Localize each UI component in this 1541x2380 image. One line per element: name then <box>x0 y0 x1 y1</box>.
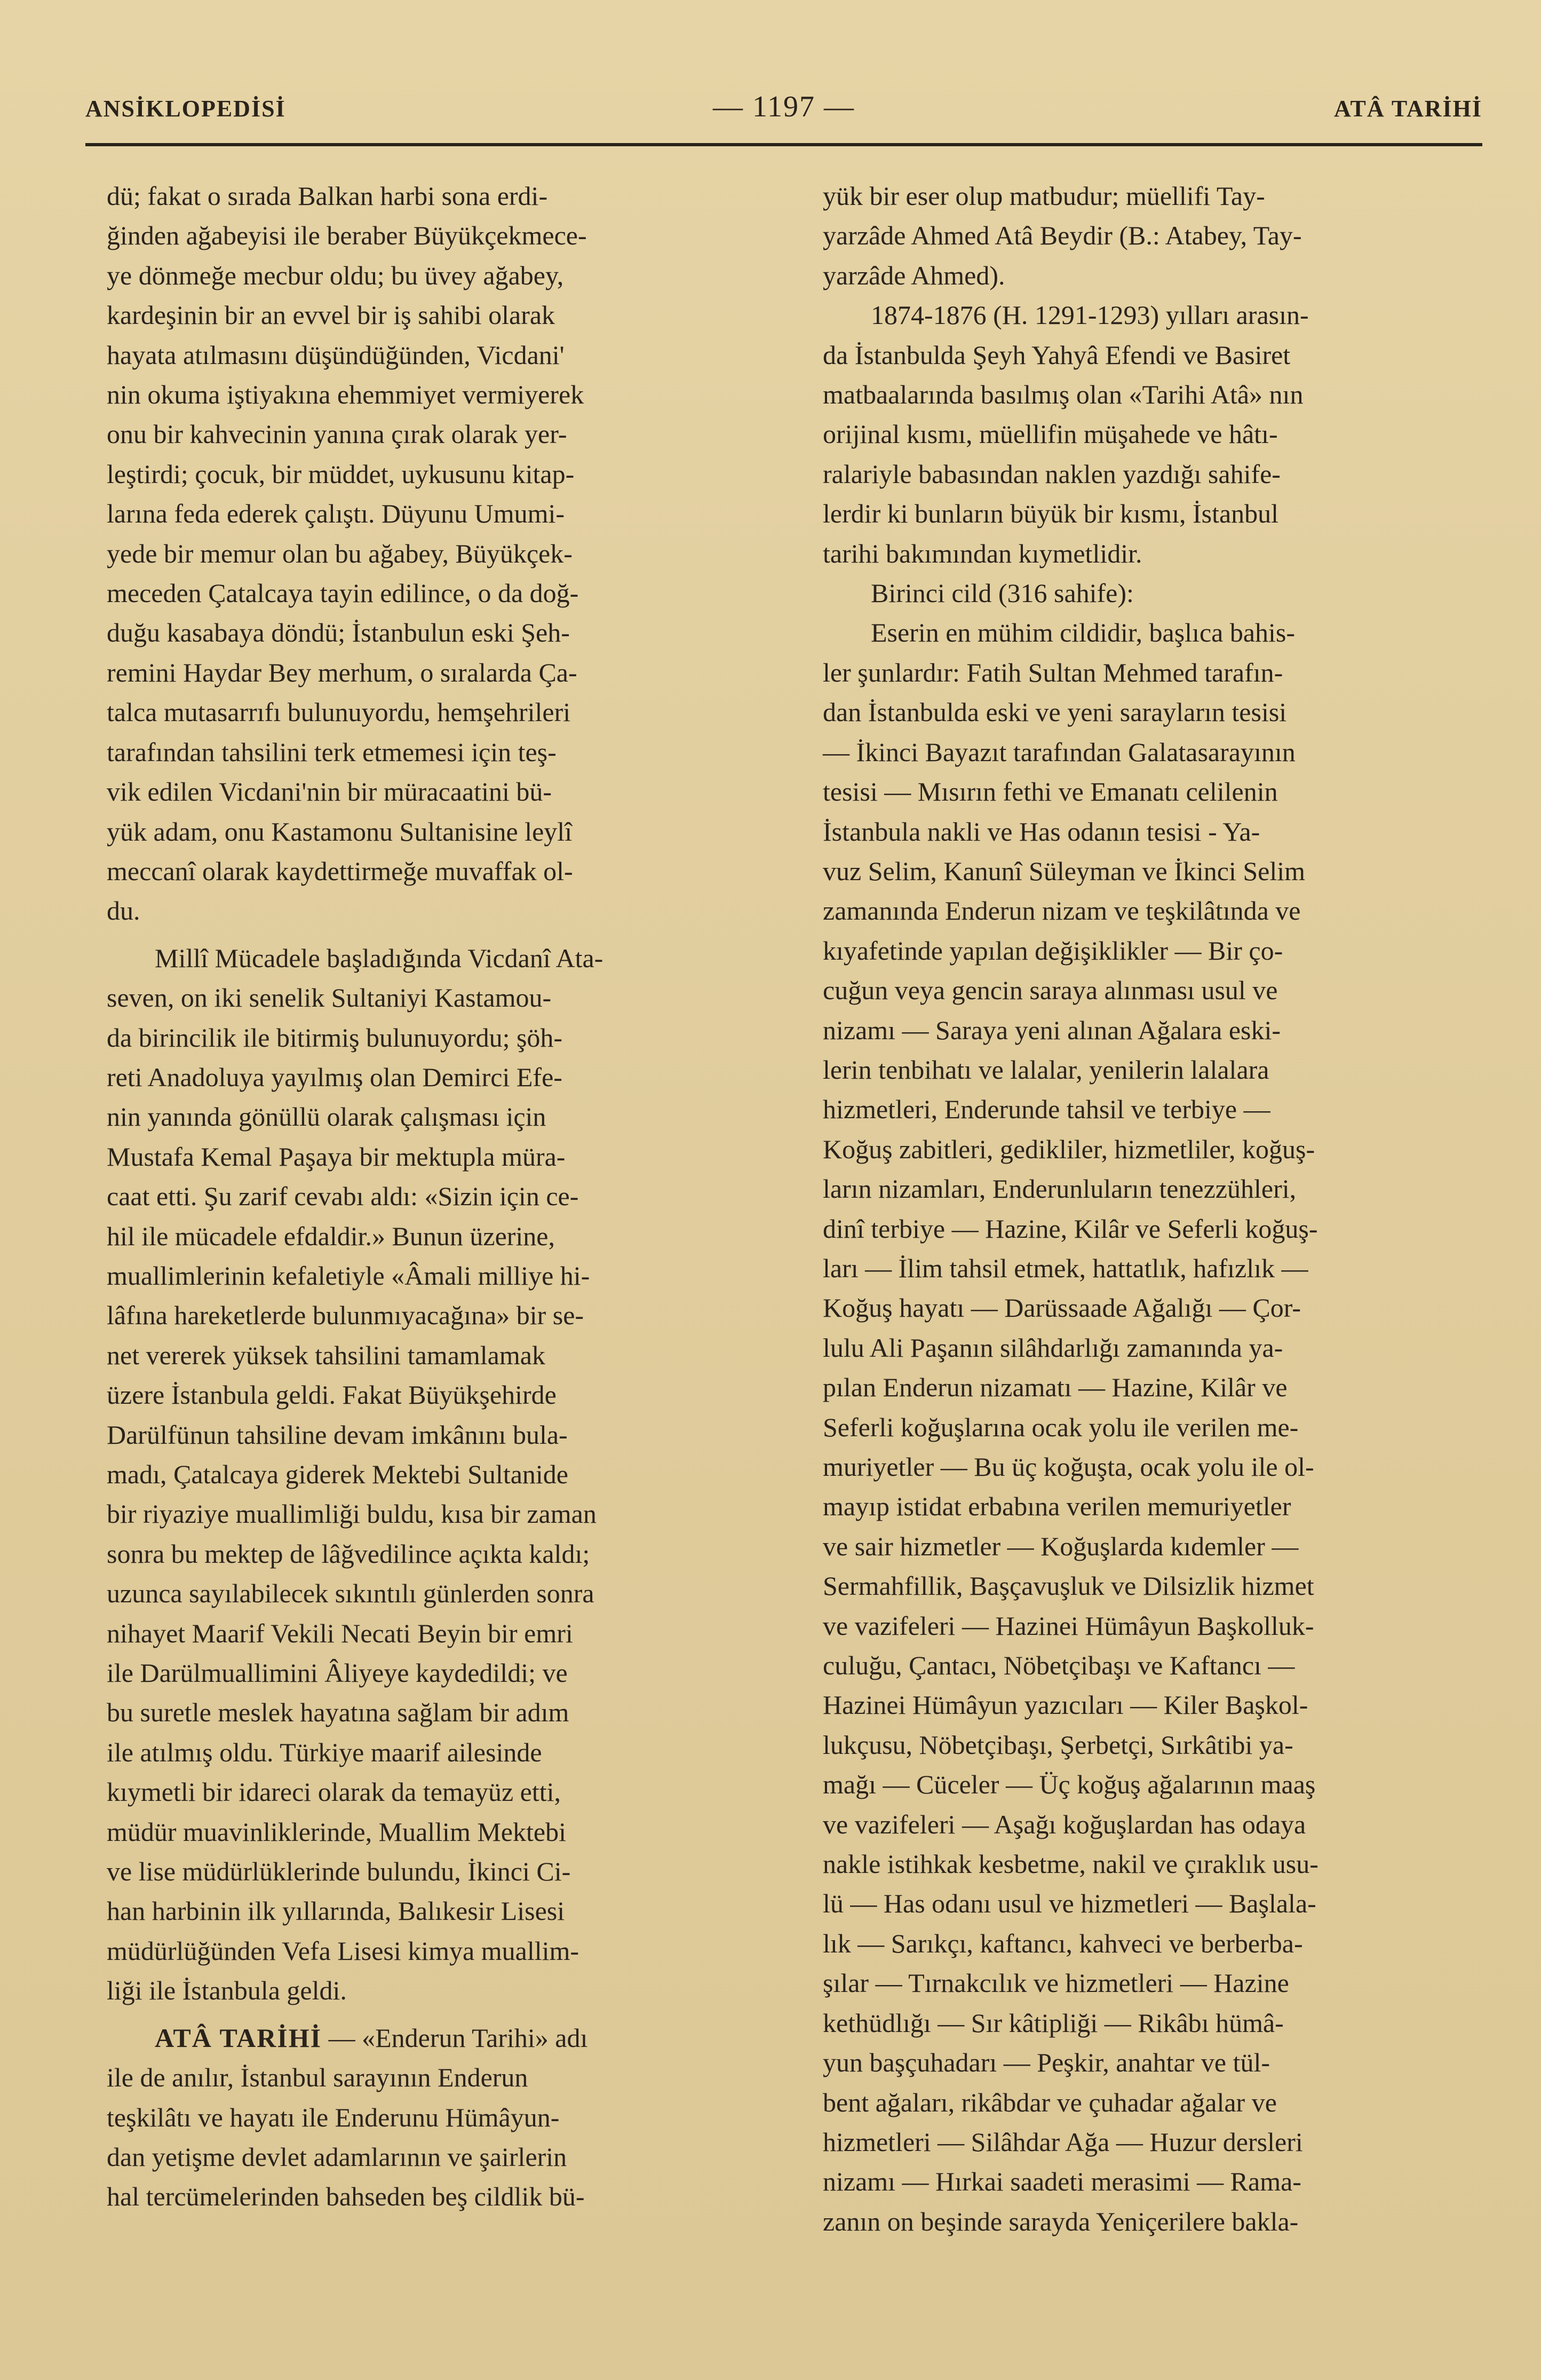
right-column <box>823 176 1471 2241</box>
right-paragraph-2: 1874-1876 (H. 1291-1293) yılları arasın- da İstanbulda Şeyh Yahyâ Efendi ve Basiret matbaalarında basılmış olan «Tarihi Atâ» nın orijinal kısmı, müellifin müşahede ve hâtı- ralariyle babasından naklen yazdığı sahife- lerdir ki bunların büyük bir kısmı, İstanbul tarihi bakımından kıymetlidir. <box>823 300 1309 568</box>
header-rule <box>85 143 1482 146</box>
entry-text: — «Enderun Tarihi» adı ile de anılır, İstanbul sarayının Enderun teşkilâtı ve hayatı ile Enderunu Hümâyun- dan yetişme devlet adamlarının ve şairlerin hal tercümelerinden bahseden beş cildlik bü- <box>107 2022 588 2212</box>
header-right-title: ATÂ TARİHİ <box>1334 96 1482 122</box>
header-left-title: ANSİKLOPEDİSİ <box>85 96 286 122</box>
right-paragraph-3: Birinci cild (316 sahife): <box>871 578 1134 608</box>
page-header <box>85 90 1482 138</box>
entry-paragraph <box>107 2018 752 2217</box>
right-paragraph-1: yük bir eser olup matbudur; müellifi Tay- yarzâde Ahmed Atâ Beydir (B.: Atabey, Tay- yarzâde Ahmed). <box>823 181 1302 290</box>
left-paragraph-1: dü; fakat o sırada Balkan harbi sona erdi- ğinden ağabeyisi ile beraber Büyükçekmece- ye dönmeğe mecbur oldu; bu üvey ağabey, kardeşinin bir an evvel bir iş sahibi olarak hayata atılmasını düşündüğünden, Vicdani' nin okuma iştiyakına ehemmiyet vermiyerek onu bir kahvecinin yanına çırak olarak yer- leştirdi; çocuk, bir müddet, uykusunu kitap- larına feda ederek çalıştı. Düyunu Umumi- yede bir memur olan bu ağabey, Büyükçek- meceden Çatalcaya tayin edilince, o da doğ- duğu kasabaya döndü; İstanbulun eski Şeh- remini Haydar Bey merhum, o sıralarda Ça- talca mutasarrıfı bulunuyordu, hemşehrileri tarafından tahsilini terk etmemesi için teş- vik edilen Vicdani'nin bir müracaatini bü- yük adam, onu Kastamonu Sultanisine leylî meccanî olarak kaydettirmeğe muvaffak ol- du. <box>107 181 587 926</box>
right-paragraph-4: Eserin en mühim cildidir, başlıca bahis- ler şunlardır: Fatih Sultan Mehmed tarafın- dan İstanbulda eski ve yeni sarayların tesisi — İkinci Bayazıt tarafından Galatasarayının tesisi — Mısırın fethi ve Emanatı celilenin İstanbula nakli ve Has odanın tesisi - Ya- vuz Selim, Kanunî Süleyman ve İkinci Selim zamanında Enderun nizam ve teşkilâtında ve kıyafetinde yapılan değişiklikler — Bir ço- cuğun veya gencin saraya alınması usul ve nizamı — Saraya yeni alınan Ağalara eski- lerin tenbihatı ve lalalar, yenilerin lalalara hizmetleri, Enderunde tahsil ve terbiye — Koğuş zabitleri, gedikliler, hizmetliler, koğuş- ların nizamları, Enderunluların tenezzühleri, dinî terbiye — Hazine, Kilâr ve Seferli koğuş- ları — İlim tahsil etmek, hattatlık, hafızlık — Koğuş hayatı — Darüssaade Ağalığı — Çor- lulu Ali Paşanın silâhdarlığı zamanında ya- pılan Enderun nizamatı — Hazine, Kilâr ve Seferli koğuşlarına ocak yolu ile verilen me- muriyetler — Bu üç koğuşta, ocak yolu ile ol- mayıp istidat erbabına verilen memuriyetler ve sair hizmetler — Koğuşlarda kıdemler — Sermahfillik, Başçavuşluk ve Dilsizlik hizmet ve vazifeleri — Hazinei Hümâyun Başkolluk- culuğu, Çantacı, Nöbetçibaşı ve Kaftancı — Hazinei Hümâyun yazıcıları — Kiler Başkol- lukçusu, Nöbetçibaşı, Şerbetçi, Sırkâtibi ya- mağı — Cüceler — Üç koğuş ağalarının maaş ve vazifeleri — Aşağı koğuşlardan has odaya nakle istihkak kesbetme, nakil ve çıraklık usu- lü — Has odanı usul ve hizmetleri — Başlala- lık — Sarıkçı, kaftancı, kahveci ve berberba- şılar — Tırnakcılık ve hizmetleri — Hazine kethüdlığı — Sır kâtipliği — Rikâbı hümâ- yun başçuhadarı — Peşkir, anahtar ve tül- bent ağaları, rikâbdar ve çuhadar ağalar ve hizmetleri — Silâhdar Ağa — Huzur dersleri nizamı — Hırkai saadeti merasimi — Rama- zanın on beşinde sarayda Yeniçerilere bakla- <box>823 618 1318 2236</box>
page-number: — 1197 — <box>713 90 855 123</box>
left-column <box>107 176 752 2217</box>
entry-title: ATÂ TARİHİ <box>155 2022 322 2053</box>
left-paragraph-2: Millî Mücadele başladığında Vicdanî Ata- seven, on iki senelik Sultaniyi Kastamou- da birincilik ile bitirmiş bulunuyordu; şöh- reti Anadoluya yayılmış olan Demirci Efe- nin yanında gönüllü olarak çalışması için Mustafa Kemal Paşaya bir mektupla müra- caat etti. Şu zarif cevabı aldı: «Sizin için ce- hil ile mücadele efdaldir.» Bunun üzerine, muallimlerinin kefaletiyle «Âmali milliye hi- lâfına hareketlerde bulunmıyacağına» bir se- net vererek yüksek tahsilini tamamlamak üzere İstanbula geldi. Fakat Büyükşehirde Darülfünun tahsiline devam imkânını bula- madı, Çatalcaya giderek Mektebi Sultanide bir riyaziye muallimliği buldu, kısa bir zaman sonra bu mektep de lâğvedilince açıkta kaldı; uzunca sayılabilecek sıkıntılı günlerden sonra nihayet Maarif Vekili Necati Beyin bir emri ile Darülmuallimini Âliyeye kaydedildi; ve bu suretle meslek hayatına sağlam bir adım ile atılmış oldu. Türkiye maarif ailesinde kıymetli bir idareci olarak da temayüz etti, müdür muavinliklerinde, Muallim Mektebi ve lise müdürlüklerinde bulundu, İkinci Ci- han harbinin ilk yıllarında, Balıkesir Lisesi müdürlüğünden Vefa Lisesi kimya muallim- liği ile İstanbula geldi. <box>107 943 603 2006</box>
